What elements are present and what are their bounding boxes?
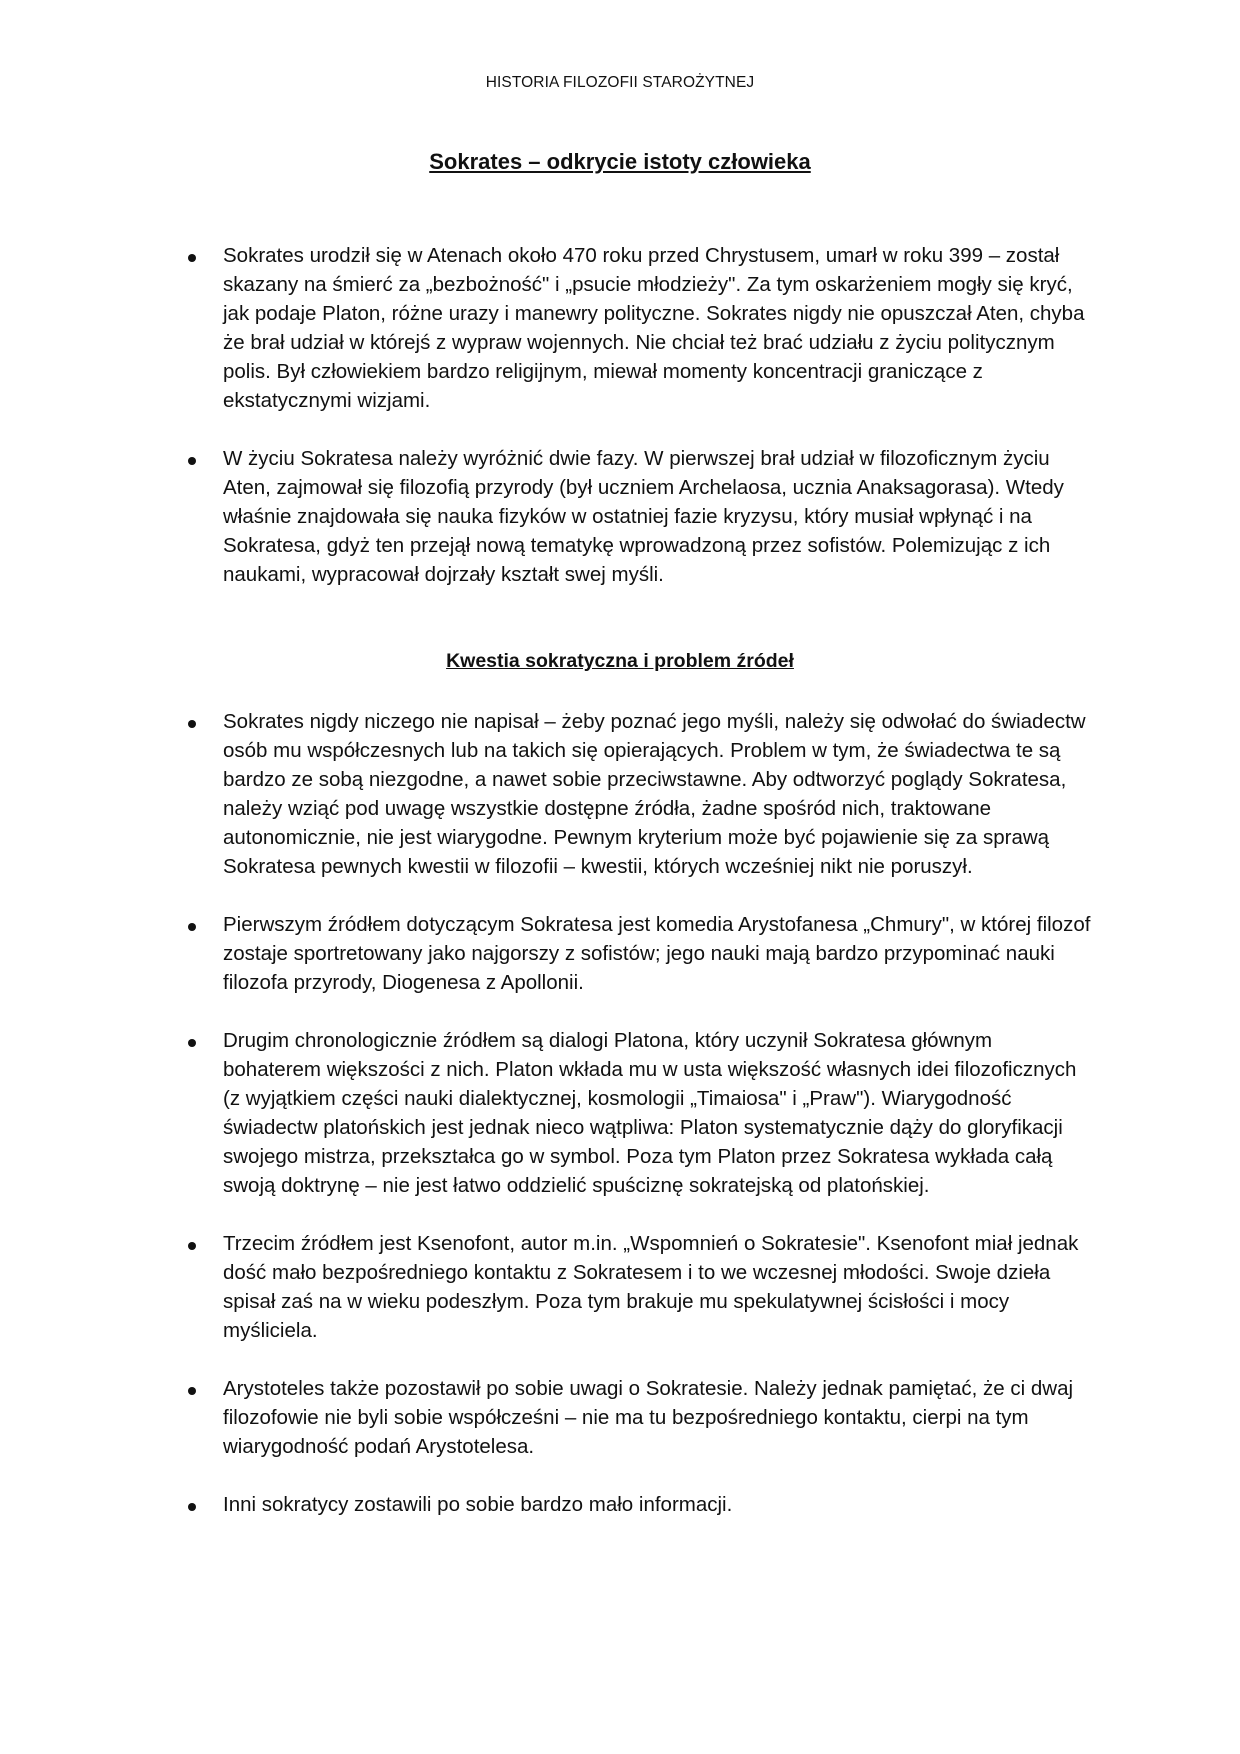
bullet-icon (188, 1503, 196, 1511)
paragraph: Inni sokratycy zostawili po sobie bardzo mało informacji. (223, 1493, 733, 1516)
list-item (0, 241, 1240, 415)
bullet-icon (188, 1242, 196, 1250)
section-title-sokrates: Sokrates – odkrycie istoty człowieka (429, 149, 811, 174)
bullet-list-sources (0, 707, 1240, 1519)
paragraph: Sokrates nigdy niczego nie napisał – żeby poznać jego myśli, należy się odwołać do świadectw osób mu współczesnych lub na takich się opierających. Problem w tym, że świadectwa te są bardzo ze sobą niezgodne, a nawet sobie przeciwstawne. Aby odtworzyć poglądy Sokratesa, należy wziąć pod uwagę wszystkie dostępne źródła, żadne spośród nich, traktowane autonomicznie, nie jest wiarygodne. Pewnym kryterium może być pojawienie się za sprawą Sokratesa pewnych kwestii w filozofii – kwestii, których wcześniej nikt nie poruszył. (223, 710, 1086, 878)
bullet-icon (188, 1387, 196, 1395)
running-header: HISTORIA FILOZOFII STAROŻYTNEJ (485, 74, 755, 91)
paragraph: Trzecim źródłem jest Ksenofont, autor m.in. „Wspomnień o Sokratesie". Ksenofont miał jednak dość mało bezpośredniego kontaktu z Sokratesem i to we wczesnej młodości. Swoje dzieła spisał zaś na w wieku podeszłym. Poza tym brakuje mu spekulatywnej ścisłości i mocy myśliciela. (223, 1232, 1079, 1342)
list-item (0, 910, 1240, 997)
section-title-sources: Kwestia sokratyczna i problem źródeł (446, 650, 794, 672)
paragraph: Sokrates urodził się w Atenach około 470 roku przed Chrystusem, umarł w roku 399 – został skazany na śmierć za „bezbożność" i „psucie młodzieży". Za tym oskarżeniem mogły się kryć, jak podaje Platon, różne urazy i manewry polityczne. Sokrates nigdy nie opuszczał Aten, chyba że brał udział w którejś z wypraw wojennych. Nie chciał też brać udziału z życiu politycznym polis. Był człowiekiem bardzo religijnym, miewał momenty koncentracji graniczące z ekstatycznymi wizjami. (223, 244, 1085, 412)
bullet-icon (188, 1039, 196, 1047)
bullet-icon (188, 923, 196, 931)
list-item (0, 444, 1240, 589)
paragraph: Arystoteles także pozostawił po sobie uwagi o Sokratesie. Należy jednak pamiętać, że ci dwaj filozofowie nie byli sobie współcześni – nie ma tu bezpośredniego kontaktu, cierpi na tym wiarygodność podań Arystotelesa. (223, 1377, 1074, 1458)
paragraph: Drugim chronologicznie źródłem są dialogi Platona, który uczynił Sokratesa głównym bohaterem większości z nich. Platon wkłada mu w usta większość własnych idei filozoficznych (z wyjątkiem części nauki dialektycznej, kosmologii „Timaiosa" i „Praw"). Wiarygodność świadectw platońskich jest jednak nieco wątpliwa: Platon systematycznie dąży do gloryfikacji swojego mistrza, przekształca go w symbol. Poza tym Platon przez Sokratesa wykłada całą swoją doktrynę – nie jest łatwo oddzielić spuściznę sokratejską od platońskiej. (223, 1029, 1077, 1197)
list-item (0, 1490, 1240, 1519)
bullet-icon (188, 720, 196, 728)
list-item (0, 1374, 1240, 1461)
list-item (0, 1229, 1240, 1345)
list-item (0, 1026, 1240, 1200)
bullet-icon (188, 457, 196, 465)
paragraph: Pierwszym źródłem dotyczącym Sokratesa jest komedia Arystofanesa „Chmury", w której filozof zostaje sportretowany jako najgorszy z sofistów; jego nauki mają bardzo przypominać nauki filozofa przyrody, Diogenesa z Apollonii. (223, 913, 1091, 994)
bullet-icon (188, 254, 196, 262)
bullet-list-biography (0, 241, 1240, 589)
list-item (0, 707, 1240, 881)
paragraph: W życiu Sokratesa należy wyróżnić dwie fazy. W pierwszej brał udział w filozoficznym życiu Aten, zajmował się filozofią przyrody (był uczniem Archelaosa, ucznia Anaksagorasa). Wtedy właśnie znajdowała się nauka fizyków w ostatniej fazie kryzysu, który musiał wpłynąć i na Sokratesa, gdyż ten przejął nową tematykę wprowadzoną przez sofistów. Polemizując z ich naukami, wypracował dojrzały kształt swej myśli. (223, 447, 1064, 586)
